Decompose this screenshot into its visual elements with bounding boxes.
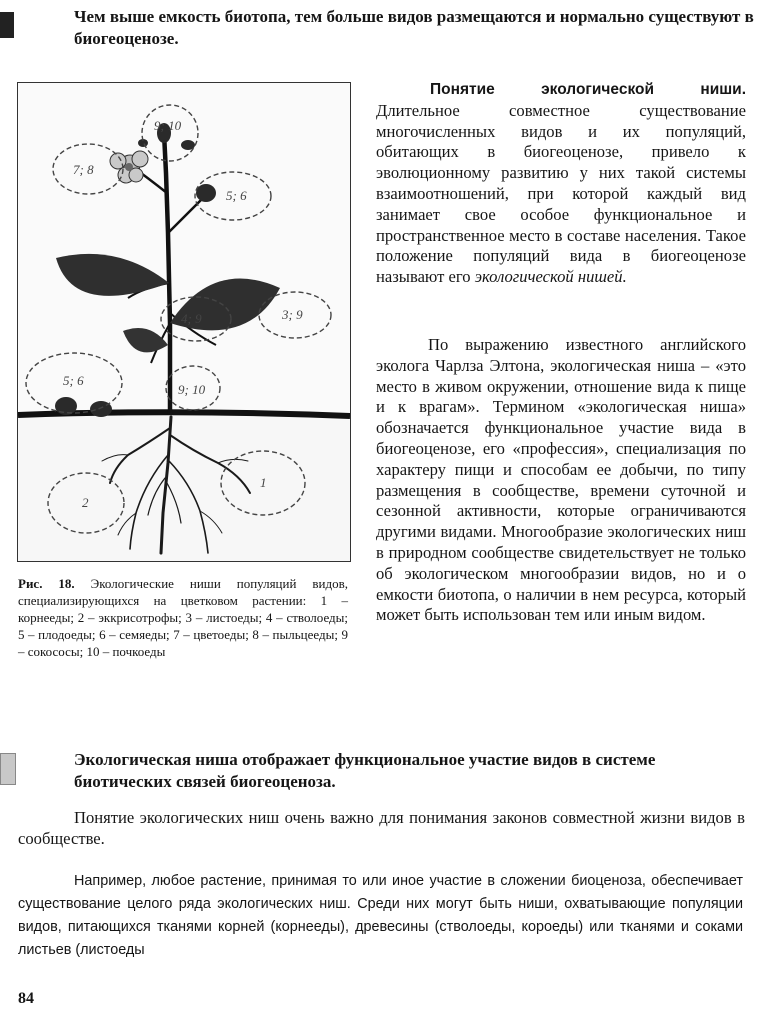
thesis-top: Чем выше емкость биотопа, тем больше видов размещаются и нормально существуют в биогеоценозе. xyxy=(74,7,754,48)
caption-text: Экологические ниши популяций видов, специализирующихся на цветковом растении: 1 – корнееды; 2 – эккрисотрофы; 3 – листоеды; 4 – стволоеды; 5 – плодоеды; 6 – семяеды; 7 – цветоеды; 8 – пыльцееды; 9 – сокососы; 10 – почкоеды xyxy=(18,576,348,659)
section-heading: Понятие экологической ниши. xyxy=(430,81,746,98)
niche-label: 2 xyxy=(82,495,89,510)
paragraph-example: Например, любое растение, принимая то или иное участие в сложении биоценоза, обеспечивает существование целого ряда экологических ниш. Среди них могут быть ниши, охватывающие популяции видов, питающихся тканями корней (корнееды), древесины (стволоеды, короеды) или тканями и соками листьев (листоеды xyxy=(18,873,743,958)
leaf-left-lower xyxy=(123,328,168,352)
leaf-left-upper xyxy=(56,254,169,296)
section-marker-mid xyxy=(0,753,16,785)
paragraph-importance: Понятие экологических ниш очень важно для понимания законов совместной жизни видов в сообществе. xyxy=(18,808,745,848)
seed-1 xyxy=(55,397,77,415)
fruit xyxy=(196,184,216,202)
niche-label: 4; 9 xyxy=(181,311,202,326)
niche-label: 5; 6 xyxy=(63,373,84,388)
niche-label: 1 xyxy=(260,475,267,490)
soil-area xyxy=(18,413,350,561)
figure-ecological-niches xyxy=(17,82,351,562)
page-number: 84 xyxy=(18,990,34,1007)
niche-label: 9; 10 xyxy=(154,118,182,133)
paragraph-niche-concept xyxy=(376,79,746,288)
niche-label: 9; 10 xyxy=(178,382,206,397)
niche-label: 7; 8 xyxy=(73,162,94,177)
paragraph-text: Длительное совместное существование многочисленных видов и их популяций, обитающих в биогеоценозе, привело к эволюционному развитию у них такой системы взаимоотношений, при которой каждый вид занимает свое особое функциональное и пространственное место в составе населения. Такое положение популяций вида в биогеоценозе называют его xyxy=(376,100,746,287)
term-ecological-niche: экологической нишей. xyxy=(474,267,627,287)
niche-label: 3; 9 xyxy=(282,307,303,322)
flower xyxy=(110,151,148,183)
thesis-mid: Экологическая ниша отображает функциональное участие видов в системе биотических связей биогеоценоза. xyxy=(74,750,656,791)
niche-label: 5; 6 xyxy=(226,188,247,203)
figure-caption xyxy=(18,575,348,660)
plant-diagram xyxy=(18,83,350,561)
section-marker-top xyxy=(0,12,14,38)
caption-label: Рис. 18. xyxy=(18,576,75,591)
paragraph-elton: По выражению известного английского эколога Чарлза Элтона, экологическая ниша – «это место в живом окружении, отношение вида к пище и к врагам». Термином «экологическая ниша» обозначается функциональное участие вида в биогеоценозе, его «профессия», специализация по характеру пищи и способам ее добычи, по типу размещения в сообществе, времени суточной и сезонной активности, которые ограничиваются другими видами. Многообразие экологических ниш в природном сообществе свидетельствует не только об экологическом многообразии видов, но и о емкости биотопа, о наличии в нем ресурса, который может быть использован тем или иным видом. xyxy=(376,335,746,625)
plant-stem xyxy=(164,133,170,415)
